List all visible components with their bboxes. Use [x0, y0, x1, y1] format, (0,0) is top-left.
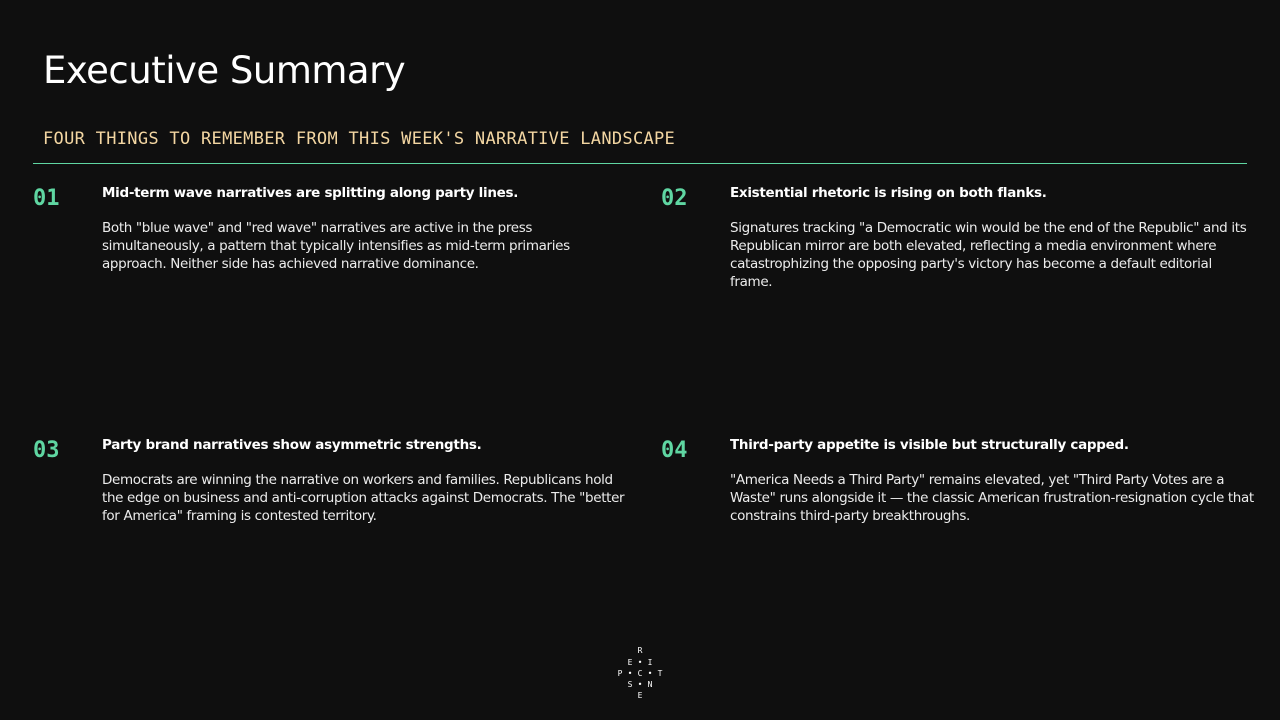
point-number: 04: [661, 438, 688, 463]
point-number: 01: [33, 186, 60, 211]
logo-letter: E: [627, 658, 633, 667]
point-body: [730, 184, 1255, 291]
logo-letter: C: [637, 669, 643, 678]
point-heading: Party brand narratives show asymmetric strengths.: [102, 437, 482, 453]
point-number: 03: [33, 438, 60, 463]
point-body: [102, 184, 627, 273]
point-body: [730, 436, 1255, 525]
logo-dot: •: [637, 680, 643, 689]
slide-title: Executive Summary: [43, 49, 406, 92]
logo-letter: T: [657, 669, 663, 678]
point-text: "America Needs a Third Party" remains elevated, yet "Third Party Votes are a Waste" runs alongside it — the classic American frustration-resignation cycle that constrains third-party breakthroughs.: [730, 472, 1254, 524]
point-body: [102, 436, 627, 525]
point-heading: Mid-term wave narratives are splitting along party lines.: [102, 185, 519, 201]
logo-dot: •: [637, 658, 643, 667]
brand-logo: [610, 646, 670, 702]
point-number: 02: [661, 186, 688, 211]
point-text: Signatures tracking "a Democratic win would be the end of the Republic" and its Republican mirror are both elevated, reflecting a media environment where catastrophizing the opposing party's victory has become a default editorial frame.: [730, 220, 1247, 290]
logo-dot: •: [647, 669, 653, 678]
point-heading: Third-party appetite is visible but structurally capped.: [730, 437, 1129, 453]
point-text: Democrats are winning the narrative on workers and families. Republicans hold the edge on business and anti-corruption attacks against Democrats. The "better for America" framing is contested territory.: [102, 472, 625, 524]
slide-subtitle: FOUR THINGS TO REMEMBER FROM THIS WEEK'S NARRATIVE LANDSCAPE: [43, 129, 676, 149]
logo-dot: •: [627, 669, 633, 678]
header-divider: [33, 163, 1247, 164]
logo-letter: I: [647, 658, 653, 667]
logo-letter: S: [627, 680, 633, 689]
logo-letter: E: [637, 691, 643, 700]
logo-letter: P: [617, 669, 623, 678]
logo-letter: N: [647, 680, 653, 689]
point-heading: Existential rhetoric is rising on both flanks.: [730, 185, 1047, 201]
point-text: Both "blue wave" and "red wave" narratives are active in the press simultaneously, a pattern that typically intensifies as mid-term primaries approach. Neither side has achieved narrative dominance.: [102, 220, 570, 272]
logo-letter: R: [637, 646, 643, 655]
